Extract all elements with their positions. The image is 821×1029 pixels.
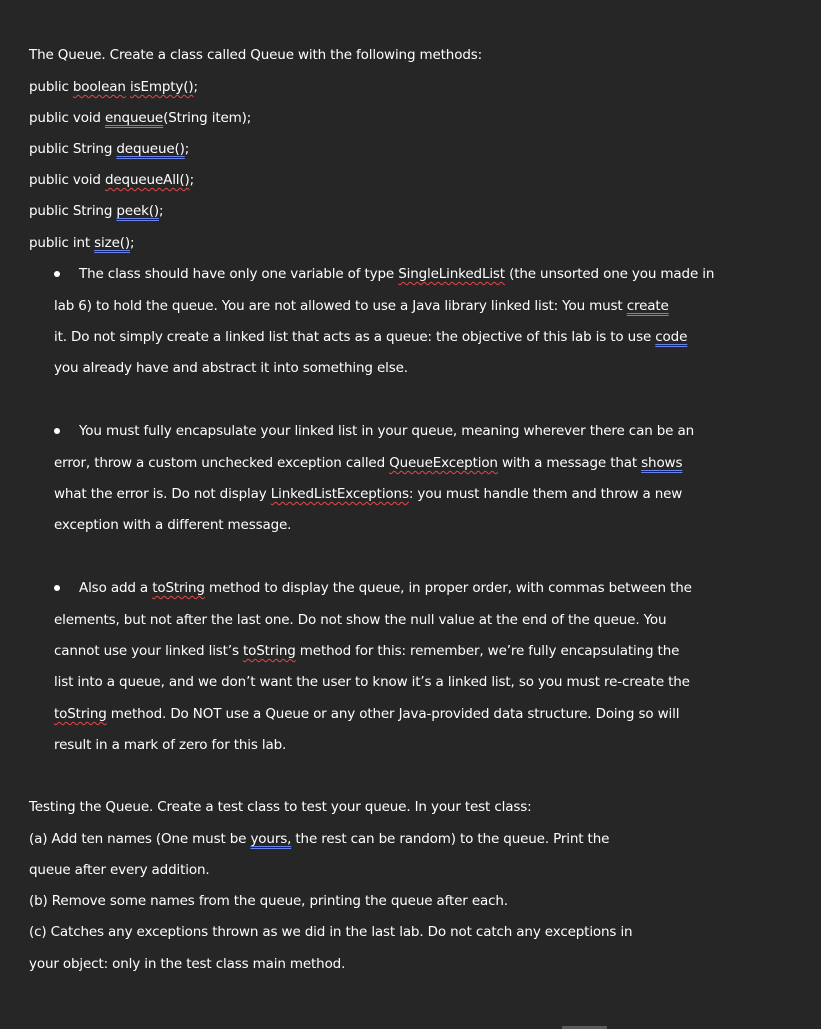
bullet-dot bbox=[54, 585, 60, 591]
testing-item-c-cont: your object: only in the test class main method. bbox=[29, 956, 346, 972]
bullet1-line2: lab 6) to hold the queue. You are not allowed to use a Java library linked list: You must create bbox=[54, 298, 669, 314]
bullet1-line4: you already have and abstract it into something else. bbox=[54, 360, 408, 376]
bullet2-line3: what the error is. Do not display LinkedListExceptions: you must handle them and throw a new bbox=[54, 486, 683, 502]
method-peek: public String peek(); bbox=[29, 203, 164, 219]
bullet3-line5: toString method. Do NOT use a Queue or any other Java-provided data structure. Doing so will bbox=[54, 706, 680, 722]
method-isempty: public boolean isEmpty(); bbox=[29, 79, 198, 95]
bullet1-line3: it. Do not simply create a linked list that acts as a queue: the objective of this lab is to use code bbox=[54, 329, 688, 345]
testing-item-a-cont: queue after every addition. bbox=[29, 862, 210, 878]
testing-item-c: (c) Catches any exceptions thrown as we did in the last lab. Do not catch any exceptions in bbox=[29, 924, 633, 940]
method-dequeueall: public void dequeueAll(); bbox=[29, 172, 195, 188]
bullet2-line4: exception with a different message. bbox=[54, 517, 292, 533]
method-dequeue: public String dequeue(); bbox=[29, 141, 190, 157]
bullet3-line6: result in a mark of zero for this lab. bbox=[54, 737, 287, 753]
bullet3-line3: cannot use your linked list’s toString method for this: remember, we’re fully encapsulating the bbox=[54, 643, 680, 659]
bullet2-line1: You must fully encapsulate your linked list in your queue, meaning wherever there can be an bbox=[79, 423, 694, 439]
bullet3-line2: elements, but not after the last one. Do not show the null value at the end of the queue. You bbox=[54, 612, 667, 628]
bullet3-line1: Also add a toString method to display the queue, in proper order, with commas between the bbox=[79, 580, 692, 596]
method-size: public int size(); bbox=[29, 235, 135, 251]
method-enqueue: public void enqueue(String item); bbox=[29, 110, 252, 126]
testing-item-a: (a) Add ten names (One must be yours, the rest can be random) to the queue. Print the bbox=[29, 831, 610, 847]
testing-item-b: (b) Remove some names from the queue, printing the queue after each. bbox=[29, 893, 508, 909]
bullet2-line2: error, throw a custom unchecked exception called QueueException with a message that shows bbox=[54, 455, 683, 471]
bullet-dot bbox=[54, 428, 60, 434]
bullet1-line1: The class should have only one variable of type SingleLinkedList (the unsorted one you made in bbox=[79, 266, 715, 282]
testing-heading: Testing the Queue. Create a test class to test your queue. In your test class: bbox=[29, 799, 532, 815]
section-heading: The Queue. Create a class called Queue with the following methods: bbox=[29, 47, 483, 63]
bullet-dot bbox=[54, 271, 60, 277]
bullet3-line4: list into a queue, and we don’t want the user to know it’s a linked list, so you must re-create the bbox=[54, 674, 690, 690]
